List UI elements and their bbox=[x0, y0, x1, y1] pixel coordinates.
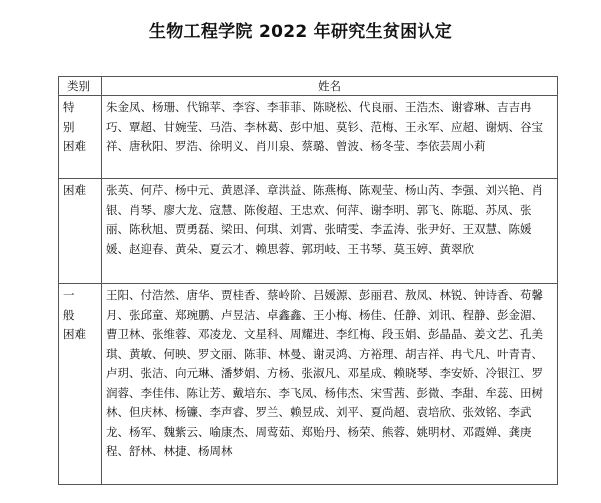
header-category: 类别 bbox=[59, 77, 102, 96]
document-title: 生物工程学院 2022 年研究生贫困认定 bbox=[148, 22, 453, 42]
names-cell: 王阳、付浩然、唐华、贾桂香、蔡岭阶、吕媛源、彭丽君、敖凤、林锐、钟诗香、苟馨月、张邱童、郑琬鹏、卢昱洁、卓鑫鑫、王小梅、杨佳、任静、刘讯、程静、彭金湄、曹卫林、张维蓉、邓凌龙、文星科、周耀进、李红梅、段玉娟、彭晶晶、姜文艺、孔美琪、黄敏、何映、罗文丽、陈菲、林曼、谢灵鸿、方裕理、胡吉祥、冉弋凡、叶青青、卢玥、张洁、向元琳、潘梦娟、方杨、张淑凡、邓星成、赖晓琴、李安娇、冷银江、罗润蓉、李佳伟、陈让芳、戴培东、李飞凤、杨伟杰、宋雪茜、彭微、李甜、牟蕊、田树林、但庆林、杨镰、李声睿、罗兰、赖昱成、刘平、夏尚超、袁培欣、张效铭、李武龙、杨军、魏紫云、喻康杰、周莺茹、郑贻丹、杨荣、熊蓉、姚明材、邓霞婵、龚庚程、舒林、林捷、杨周林 bbox=[102, 284, 558, 485]
category-cell bbox=[59, 179, 102, 284]
category-label-line1: 一 般 bbox=[63, 288, 86, 322]
table-row-general-difficulty bbox=[59, 284, 558, 485]
names-cell: 朱金凤、杨珊、代锦苹、李容、李菲菲、陈晓松、代良丽、王浩杰、谢睿琳、吉吉冉巧、覃超、甘婉莹、马浩、李林葛、彭中旭、莫钐、范梅、王永军、应超、谢炳、谷宝祥、唐秋阳、罗浩、徐明义、肖川泉、蔡璐、曾波、杨冬莹、李依芸周小莉 bbox=[102, 96, 558, 179]
header-names: 姓名 bbox=[102, 77, 558, 96]
category-cell bbox=[59, 284, 102, 485]
category-label-line1: 困难 bbox=[63, 183, 86, 197]
category-label-line1: 特 别 bbox=[63, 100, 86, 134]
table-header-row bbox=[59, 77, 558, 96]
category-label-line2: 困难 bbox=[63, 327, 86, 341]
table-row-difficulty bbox=[59, 179, 558, 284]
table-row-special-difficulty bbox=[59, 96, 558, 179]
names-cell: 张英、何芹、杨中元、黄恩泽、章洪益、陈燕梅、陈观莹、杨山芮、李强、刘兴艳、肖银、肖琴、廖大龙、寇慧、陈俊超、王忠欢、何萍、谢李明、郭飞、陈聪、苏凤、张丽、陈秋旭、贾勇磊、梁田、何琪、刘霄、张晴雯、李孟涛、张尹好、王双慧、陈媛媛、赵迎春、黄朵、夏云才、赖思蓉、郭玥岐、王书琴、莫玉婷、黄翠欣 bbox=[102, 179, 558, 284]
category-cell bbox=[59, 96, 102, 179]
category-label-line2: 困难 bbox=[63, 139, 86, 153]
poverty-table bbox=[58, 76, 558, 485]
